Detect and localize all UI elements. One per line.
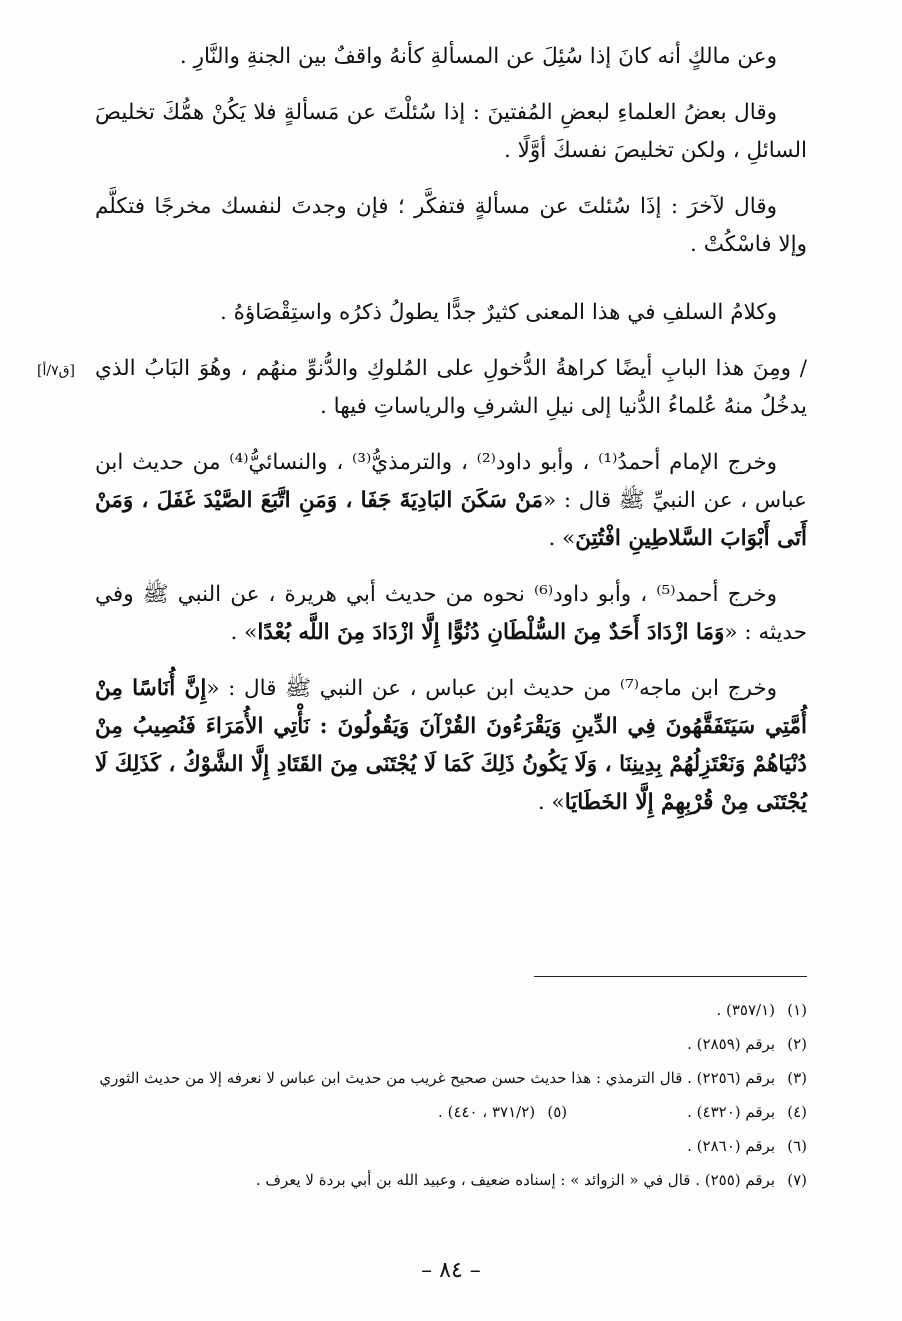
footnote-text: برقم (٢٨٦٠) . (687, 1137, 775, 1155)
page-number: – ٨٤ – (421, 1258, 481, 1283)
hadith-quote: إِنَّ أُنَاسًا مِنْ أُمَّتِي سَيَتَفَقَّهُونَ فِي الدِّينِ وَيَقْرَءُونَ القُرْآنَ وَيَقُولُونَ : نَأْتِي الأُمَرَاءَ فَنُصِيبُ مِنْ دُنْيَاهُمْ وَنَعْتَزِلُهُمْ بِدِينِنَا ، وَلَا يَكُونُ ذَلِكَ كَمَا لَا يُجْتَنَى مِنَ القَتَادِ إِلَّا الشَّوْكُ ، كَذَلِكَ لَا يُجْتَنَى مِنْ قُرْبِهِمْ إِلَّا الخَطَايَا (95, 676, 808, 815)
paragraph-salaf (95, 294, 807, 332)
paragraph-malik (95, 38, 807, 76)
footnote-number: (٥) (547, 1103, 568, 1121)
footnote-6 (95, 1129, 807, 1163)
paragraph-text: / ومِنَ هذا البابِ أيضًا كراهةُ الدُّخولِ على المُلوكِ والدُّنوِّ منهُم ، وهُوَ البَابُ الذي يدخُلُ منهُ عُلماءُ الدُّنيا إلى نيلِ الشرفِ والرياساتِ فيها . (95, 356, 807, 419)
footnote-4-5 (95, 1095, 807, 1129)
hadith-quote: وَمَا ازْدَادَ أَحَدٌ مِنَ السُّلْطَانِ دُنُوًّا إِلَّا ازْدَادَ مِنَ اللَّه بُعْدًا (257, 620, 725, 645)
paragraph-text: وكلامُ السلفِ في هذا المعنى كثيرٌ جدًّا يطولُ ذكرُه واستِقْصَاؤهُ . (219, 300, 777, 325)
footnote-text: برقم (٢٨٥٩) . (687, 1035, 775, 1053)
page-body (37, 38, 808, 1189)
hadith-quote: مَنْ سَكَنَ البَادِيَةَ جَفَا ، وَمَنِ اتَّبَعَ الصَّيْدَ غَفَلَ ، وَمَنْ أَتَى أَبْوَابَ السَّلاطِينِ افْتُتِنَ (95, 488, 807, 551)
footnote-number: (١) (787, 1001, 807, 1019)
paragraph-hadith-abu-hurayra (95, 576, 807, 652)
footnote-text: برقم (٤٣٢٠) . (687, 1103, 775, 1121)
footnotes (95, 993, 807, 1197)
footnote-3 (95, 1061, 807, 1095)
footnote-2 (95, 1027, 807, 1061)
footnote-1 (95, 993, 807, 1027)
footnote-text: برقم (٢٢٥٦) . قال الترمذي : هذا حديث حسن صحيح غريب من حديث ابن عباس لا نعرفه إلا من حديث الثوري (99, 1069, 775, 1087)
footnote-number: (٧) (787, 1171, 807, 1189)
footnote-text: برقم (٢٥٥) . قال في « الزوائد » : إسناده ضعيف ، وعبيد الله بن أبي بردة لا يعرف . (255, 1171, 775, 1189)
footnote-number: (٤) (787, 1103, 807, 1121)
paragraph-text: وخرج أحمد⁽⁵⁾ ، وأبو داود⁽⁶⁾ نحوه من حديث أبي هريرة ، عن النبي ﷺ وفي حديثه : « (95, 582, 807, 645)
paragraph-text: وخرج ابن ماجه⁽⁷⁾ من حديث ابن عباس ، عن النبي ﷺ قال : « (206, 676, 777, 701)
footnote-7 (95, 1163, 807, 1197)
paragraph-text: » . (537, 790, 565, 815)
footnote-text: (٣٥٧/١) . (716, 1001, 775, 1019)
paragraph-text: » . (548, 526, 576, 551)
manuscript-margin-note: [ق٧/أ] (37, 363, 75, 379)
paragraph-kings (37, 350, 807, 426)
footnote-number: (٢) (787, 1035, 807, 1053)
footnote-text: (٣٧١/٢ ، ٤٤٠) . (438, 1103, 536, 1121)
paragraph-text: » . (230, 620, 258, 645)
paragraph-text: وقال لآخرَ : إذَا سُئلتَ عن مسألةٍ فتفكَّر ؛ فإن وجدتَ لنفسك مخرجًا فتكلَّم وإلا فاسْكُتْ . (95, 194, 807, 257)
paragraph-text: وعن مالكٍ أنه كانَ إذا سُئِلَ عن المسألةِ كأنهُ واقفٌ بين الجنةِ والنَّارِ . (179, 44, 777, 69)
footnote-number: (٦) (787, 1137, 807, 1155)
paragraph-text: وقال بعضُ العلماءِ لبعضِ المُفتينَ : إذا سُئلْتَ عن مَسألةٍ فلا يَكُنْ همُّكَ تخليصَ السائلِ ، ولكن تخليصَ نفسكَ أوَّلًا . (95, 100, 807, 163)
paragraph-hadith-ibn-majah (95, 670, 807, 822)
paragraph-text: وخرج الإمام أحمدُ⁽¹⁾ ، وأبو داود⁽²⁾ ، والترمذيُّ⁽³⁾ ، والنسائيُّ⁽⁴⁾ من حديث ابن عباس ، عن النبيِّ ﷺ قال : « (95, 450, 808, 513)
footnote-divider (534, 976, 807, 977)
paragraph-another (95, 188, 807, 264)
footnote-number: (٣) (787, 1069, 807, 1087)
paragraph-scholars (95, 94, 807, 170)
paragraph-hadith-ibn-abbas (95, 444, 807, 558)
